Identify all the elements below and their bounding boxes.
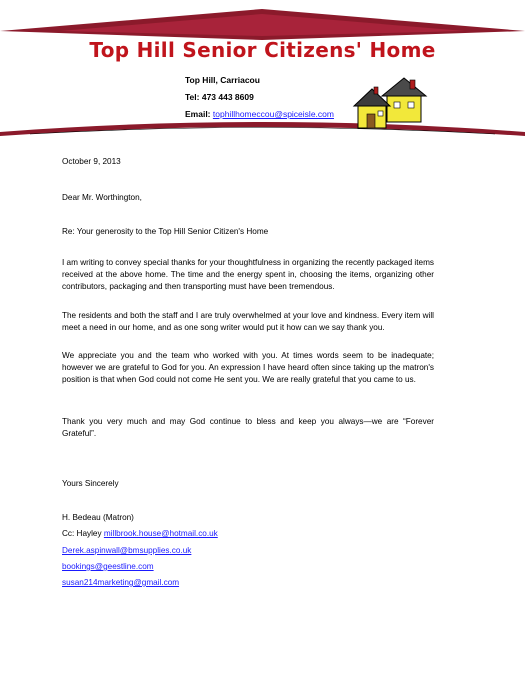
- paragraph-4: Thank you very much and may God continue to bless and keep you always—we are “Forever Grateful”.: [62, 417, 434, 438]
- cc-line: [62, 528, 218, 540]
- cc-line: [62, 577, 179, 589]
- telephone: Tel: 473 443 8609: [185, 92, 254, 102]
- org-name: Top Hill Senior Citizens' Home: [89, 38, 436, 62]
- paragraph-2: The residents and both the staff and I are truly overwhelmed at your love and kindness. Every item will meet a need in our home, and as one song writer would put it how can we say thank you.: [62, 311, 434, 332]
- signatory: H. Bedeau (Matron): [62, 513, 134, 522]
- letterhead: [0, 0, 525, 140]
- address: Top Hill, Carriacou: [185, 75, 260, 85]
- paragraph-3: We appreciate you and the team who worked with you. At times words seem to be inadequate; however we are grateful to God for you. An expression I have heard often since taking up the matron's position is that when God could not come He sent you. We are really grateful that you came to us.: [62, 351, 434, 384]
- paragraph-1: I am writing to convey special thanks for your thoughtfulness in organizing the recently packaged items received at the above home. The time and the energy spent in, choosing the items, organizing other contributors, packaging and then transporting must have been tremendous.: [62, 258, 434, 291]
- email-label: Email:: [185, 109, 211, 119]
- contact-block: [185, 72, 334, 123]
- cc-email-link[interactable]: bookings@geestline.com: [62, 562, 154, 571]
- subject-line: Re: Your generosity to the Top Hill Senior Citizen's Home: [62, 227, 269, 236]
- salutation: Dear Mr. Worthington,: [62, 193, 142, 202]
- cc-email-link[interactable]: Derek.aspinwall@bmsupplies.co.uk: [62, 546, 192, 555]
- cc-line: [62, 545, 191, 557]
- cc-email-link[interactable]: susan214marketing@gmail.com: [62, 578, 180, 587]
- houses-icon: [352, 74, 432, 132]
- closing: Yours Sincerely: [62, 479, 119, 488]
- cc-line: [62, 561, 154, 573]
- cc-email-link[interactable]: millbrook.house@hotmail.co.uk: [103, 529, 218, 538]
- cc-label: Cc: Hayley: [62, 529, 102, 538]
- letter-date: October 9, 2013: [62, 157, 121, 166]
- letterhead-email-link[interactable]: tophillhomeccou@spiceisle.com: [212, 109, 334, 119]
- email-line: [185, 106, 334, 123]
